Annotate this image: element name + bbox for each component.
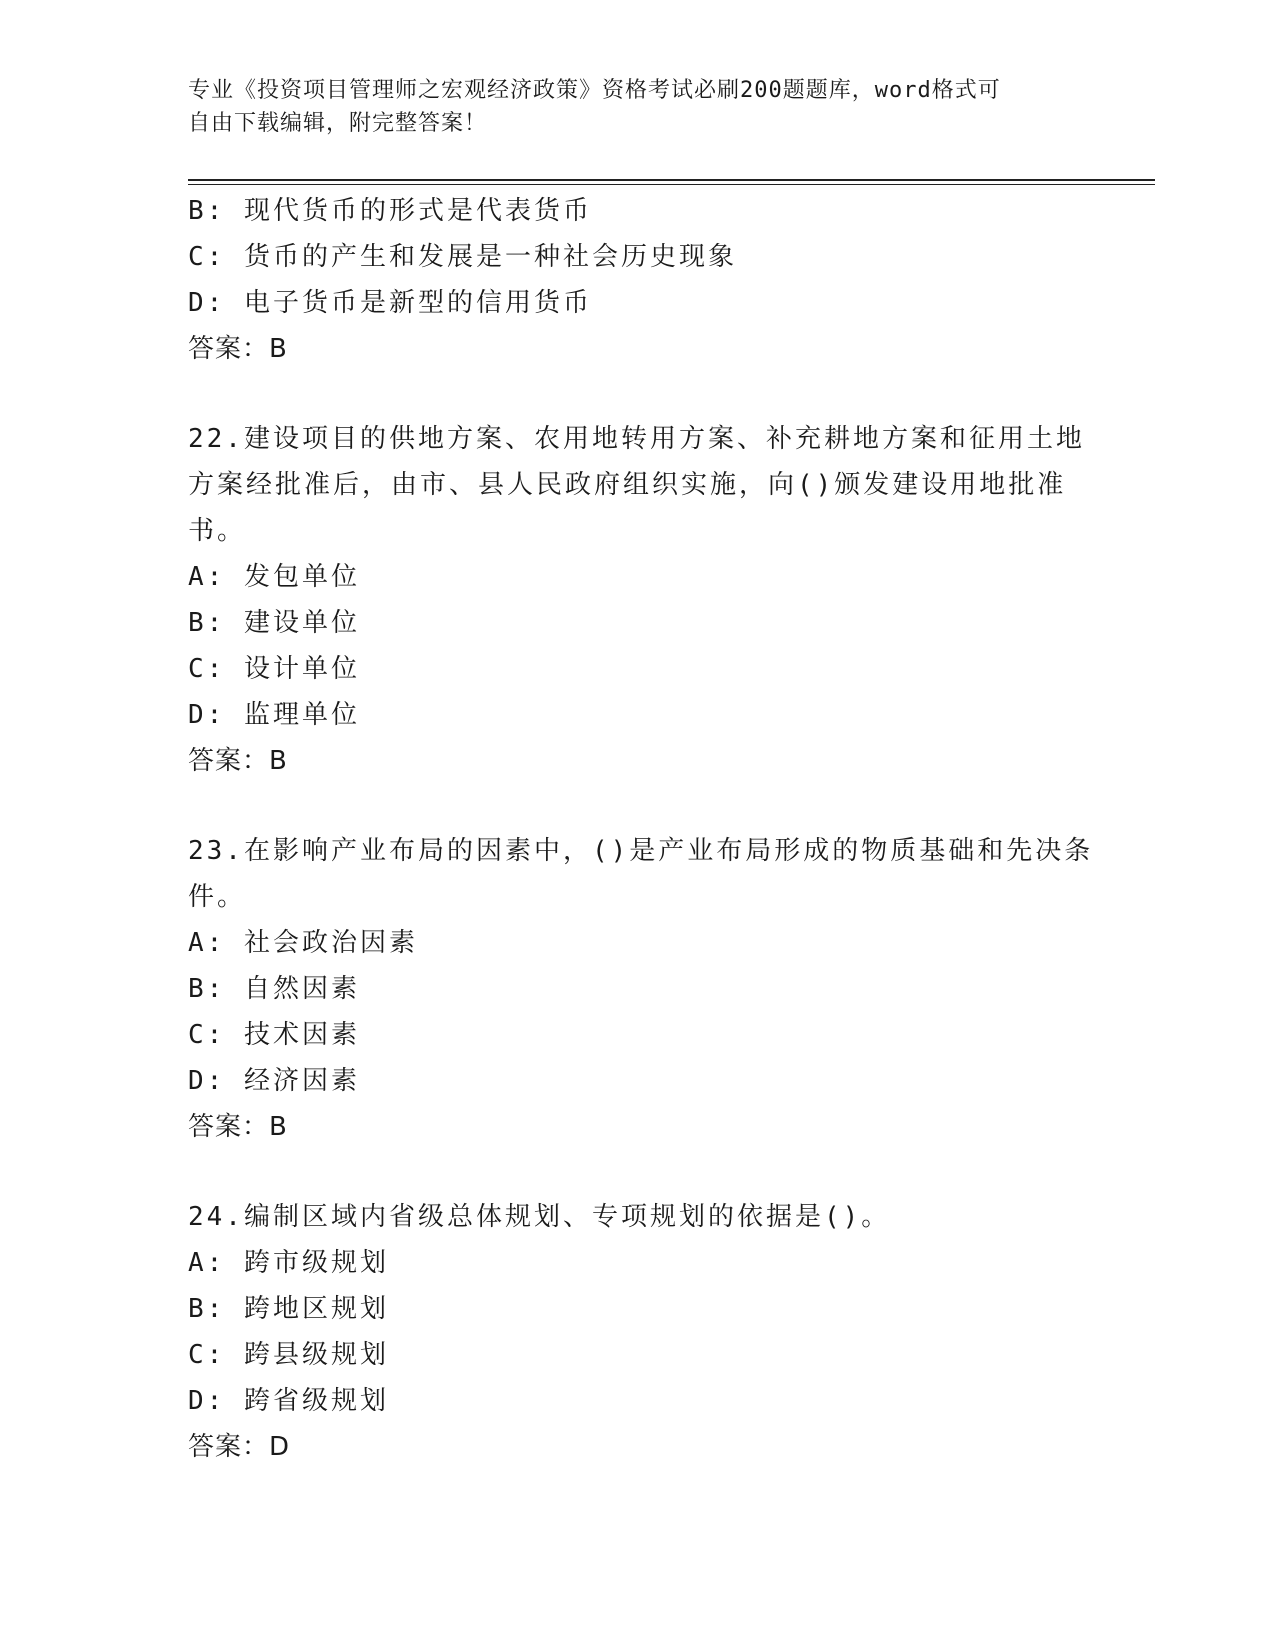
- option-c: C: 设计单位: [188, 654, 360, 684]
- question-stem-line: 24.编制区域内省级总体规划、专项规划的依据是()。: [188, 1202, 891, 1232]
- question-stem-line: 件。: [188, 882, 247, 912]
- answer: 答案：B: [188, 1112, 288, 1142]
- answer: 答案：D: [188, 1432, 291, 1462]
- option-a: A: 社会政治因素: [188, 928, 418, 958]
- question-stem-line: 书。: [188, 516, 247, 546]
- question-stem-line: 23.在影响产业布局的因素中，()是产业布局形成的物质基础和先决条: [188, 836, 1094, 866]
- option-d: D: 电子货币是新型的信用货币: [188, 288, 592, 318]
- spacer: [188, 784, 1088, 828]
- spacer: [188, 1150, 1088, 1194]
- question-24: [188, 1194, 1088, 1470]
- option-c: C: 技术因素: [188, 1020, 360, 1050]
- answer: 答案：B: [188, 746, 288, 776]
- header-rule-thin: [188, 184, 1155, 185]
- option-b: B: 跨地区规划: [188, 1294, 389, 1324]
- option-c: C: 跨县级规划: [188, 1340, 389, 1370]
- option-a: A: 发包单位: [188, 562, 360, 592]
- option-c: C: 货币的产生和发展是一种社会历史现象: [188, 242, 737, 272]
- spacer: [188, 372, 1088, 416]
- option-b: B: 自然因素: [188, 974, 360, 1004]
- question-23: [188, 828, 1094, 1150]
- option-b: B: 现代货币的形式是代表货币: [188, 196, 592, 226]
- question-list: [188, 188, 1094, 1470]
- answer: 答案：B: [188, 334, 288, 364]
- question-22: [188, 416, 1088, 784]
- document-header: [188, 74, 1088, 140]
- option-d: D: 跨省级规划: [188, 1386, 389, 1416]
- header-line-1: 专业《投资项目管理师之宏观经济政策》资格考试必刷200题题库，word格式可: [188, 78, 1001, 103]
- option-a: A: 跨市级规划: [188, 1248, 389, 1278]
- option-b: B: 建设单位: [188, 608, 360, 638]
- header-line-2: 自由下载编辑，附完整答案！: [188, 111, 488, 136]
- question-stem-line: 方案经批准后，由市、县人民政府组织实施，向()颁发建设用地批准: [188, 470, 1067, 500]
- option-d: D: 经济因素: [188, 1066, 360, 1096]
- header-rule-thick: [188, 179, 1155, 181]
- question-stem-line: 22.建设项目的供地方案、农用地转用方案、补充耕地方案和征用土地: [188, 424, 1085, 454]
- question-21-tail: [188, 188, 1088, 372]
- option-d: D: 监理单位: [188, 700, 360, 730]
